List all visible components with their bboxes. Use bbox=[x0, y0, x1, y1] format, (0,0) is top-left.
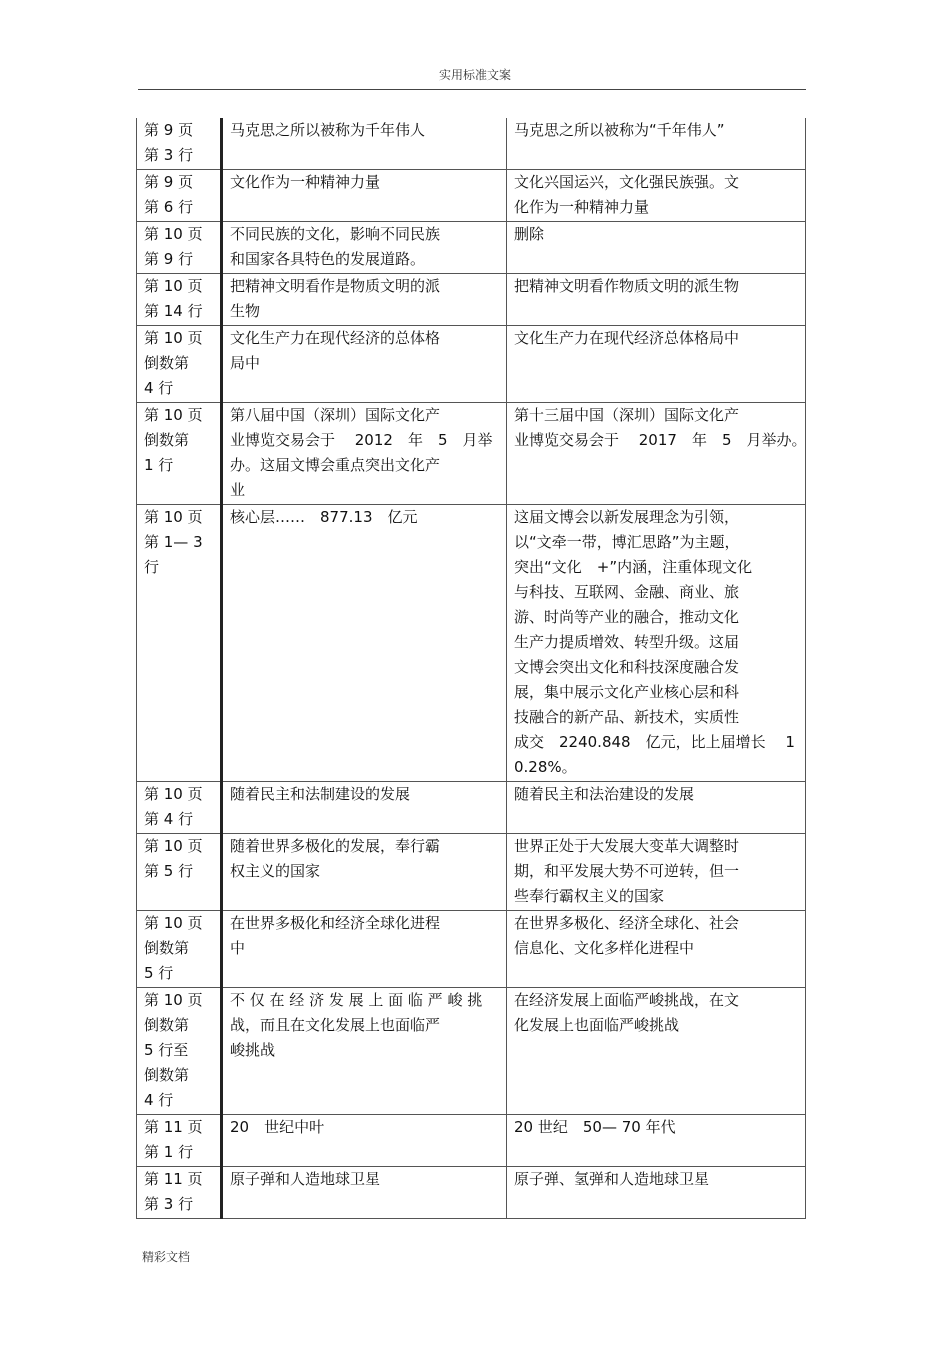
cell-line: 以“文牵一带，博汇思路”为主题， bbox=[514, 533, 740, 551]
cell-line: 4 行 bbox=[144, 1091, 174, 1109]
location-cell bbox=[137, 274, 222, 326]
cell-line: 倒数第 bbox=[144, 354, 190, 372]
cell-line: 第 6 行 bbox=[144, 198, 194, 216]
cell-line: 行 bbox=[144, 558, 160, 576]
cell-line: 权主义的国家 bbox=[230, 862, 321, 880]
location-cell bbox=[137, 222, 222, 274]
cell-line: 和国家各具特色的发展道路。 bbox=[230, 250, 426, 268]
revised-text-cell bbox=[507, 782, 806, 834]
cell-line: 不 仅 在 经 济 发 展 上 面 临 严 峻 挑 bbox=[230, 991, 483, 1009]
cell-line: 20 世纪中叶 bbox=[230, 1118, 325, 1136]
cell-line: 删除 bbox=[514, 225, 545, 243]
cell-line: 20 世纪 50— 70 年代 bbox=[514, 1118, 676, 1136]
cell-line: 倒数第 bbox=[144, 1066, 190, 1084]
original-text-cell bbox=[222, 834, 507, 911]
original-text-cell bbox=[222, 911, 507, 988]
location-cell bbox=[137, 170, 222, 222]
original-text-cell bbox=[222, 782, 507, 834]
cell-line: 期，和平发展大势不可逆转，但一 bbox=[514, 862, 740, 880]
cell-line: 随着民主和法制建设的发展 bbox=[230, 785, 411, 803]
cell-line: 第 10 页 bbox=[144, 914, 203, 932]
cell-line: 第 1— 3 bbox=[144, 533, 203, 551]
cell-line: 0.28%。 bbox=[514, 758, 577, 776]
cell-line: 中 bbox=[230, 939, 246, 957]
revised-text-cell bbox=[507, 274, 806, 326]
cell-line: 第 1 行 bbox=[144, 1143, 194, 1161]
cell-line: 业 bbox=[230, 481, 246, 499]
cell-line: 第 10 页 bbox=[144, 277, 203, 295]
cell-line: 技融合的新产品、新技术，实质性 bbox=[514, 708, 740, 726]
table-row bbox=[137, 326, 806, 403]
table-row bbox=[137, 118, 806, 170]
table-row bbox=[137, 170, 806, 222]
original-text-cell bbox=[222, 326, 507, 403]
location-cell bbox=[137, 1115, 222, 1167]
revised-text-cell bbox=[507, 326, 806, 403]
revised-text-cell bbox=[507, 505, 806, 782]
cell-line: 第 3 行 bbox=[144, 146, 194, 164]
cell-line: 第八届中国（深圳）国际文化产 bbox=[230, 406, 441, 424]
location-cell bbox=[137, 326, 222, 403]
cell-line: 第 10 页 bbox=[144, 785, 203, 803]
revised-text-cell bbox=[507, 834, 806, 911]
cell-line: 马克思之所以被称为千年伟人 bbox=[230, 121, 426, 139]
revised-text-cell bbox=[507, 170, 806, 222]
cell-line: 倒数第 bbox=[144, 1016, 190, 1034]
table-row bbox=[137, 988, 806, 1115]
location-cell bbox=[137, 1167, 222, 1219]
cell-line: 第 10 页 bbox=[144, 329, 203, 347]
revision-table-body bbox=[137, 118, 806, 1219]
cell-line: 文化生产力在现代经济的总体格 bbox=[230, 329, 441, 347]
table-row bbox=[137, 1115, 806, 1167]
cell-line: 第 3 行 bbox=[144, 1195, 194, 1213]
original-text-cell bbox=[222, 170, 507, 222]
cell-line: 第 10 页 bbox=[144, 837, 203, 855]
cell-line: 峻挑战 bbox=[230, 1041, 276, 1059]
cell-line: 第 5 行 bbox=[144, 862, 194, 880]
cell-line: 成交 2240.848 亿元，比上届增长 1 bbox=[514, 733, 795, 751]
cell-line: 不同民族的文化，影响不同民族 bbox=[230, 225, 441, 243]
location-cell bbox=[137, 118, 222, 170]
cell-line: 把精神文明看作是物质文明的派 bbox=[230, 277, 441, 295]
cell-line: 化作为一种精神力量 bbox=[514, 198, 650, 216]
cell-line: 游、时尚等产业的融合，推动文化 bbox=[514, 608, 740, 626]
cell-line: 些奉行霸权主义的国家 bbox=[514, 887, 665, 905]
table-row bbox=[137, 222, 806, 274]
cell-line: 世界正处于大发展大变革大调整时 bbox=[514, 837, 740, 855]
cell-line: 第 9 页 bbox=[144, 121, 194, 139]
cell-line: 原子弹、氢弹和人造地球卫星 bbox=[514, 1170, 710, 1188]
cell-line: 业博览交易会于 2012 年 5 月举 bbox=[230, 431, 493, 449]
original-text-cell bbox=[222, 118, 507, 170]
table-row bbox=[137, 403, 806, 505]
original-text-cell bbox=[222, 403, 507, 505]
page-footer: 精彩文档 bbox=[142, 1250, 191, 1264]
cell-line: 生产力提质增效、转型升级。这届 bbox=[514, 633, 740, 651]
cell-line: 文博会突出文化和科技深度融合发 bbox=[514, 658, 740, 676]
cell-line: 倒数第 bbox=[144, 431, 190, 449]
cell-line: 核心层…… 877.13 亿元 bbox=[230, 508, 418, 526]
original-text-cell bbox=[222, 1115, 507, 1167]
table-row bbox=[137, 782, 806, 834]
cell-line: 化发展上也面临严峻挑战 bbox=[514, 1016, 680, 1034]
original-text-cell bbox=[222, 274, 507, 326]
cell-line: 第 10 页 bbox=[144, 991, 203, 1009]
cell-line: 这届文博会以新发展理念为引领， bbox=[514, 508, 740, 526]
cell-line: 4 行 bbox=[144, 379, 174, 397]
cell-line: 随着民主和法治建设的发展 bbox=[514, 785, 695, 803]
cell-line: 在世界多极化、经济全球化、社会 bbox=[514, 914, 740, 932]
revised-text-cell bbox=[507, 911, 806, 988]
cell-line: 文化生产力在现代经济总体格局中 bbox=[514, 329, 740, 347]
cell-line: 在经济发展上面临严峻挑战，在文 bbox=[514, 991, 740, 1009]
cell-line: 第 4 行 bbox=[144, 810, 194, 828]
original-text-cell bbox=[222, 505, 507, 782]
cell-line: 第 9 行 bbox=[144, 250, 194, 268]
cell-line: 第 11 页 bbox=[144, 1170, 203, 1188]
location-cell bbox=[137, 988, 222, 1115]
location-cell bbox=[137, 911, 222, 988]
cell-line: 与科技、互联网、金融、商业、旅 bbox=[514, 583, 740, 601]
revised-text-cell bbox=[507, 1167, 806, 1219]
cell-line: 办。这届文博会重点突出文化产 bbox=[230, 456, 441, 474]
original-text-cell bbox=[222, 988, 507, 1115]
cell-line: 5 行至 bbox=[144, 1041, 189, 1059]
original-text-cell bbox=[222, 222, 507, 274]
page-header: 实用标准文案 bbox=[438, 68, 511, 82]
cell-line: 马克思之所以被称为“千年伟人” bbox=[514, 121, 725, 139]
cell-line: 突出“文化 +”内涵，注重体现文化 bbox=[514, 558, 753, 576]
cell-line: 第 14 行 bbox=[144, 302, 203, 320]
revision-table bbox=[136, 118, 806, 1219]
table-row bbox=[137, 1167, 806, 1219]
header-rule bbox=[138, 89, 806, 90]
cell-line: 战，而且在文化发展上也面临严 bbox=[230, 1016, 441, 1034]
cell-line: 业博览交易会于 2017 年 5 月举办。 bbox=[514, 431, 807, 449]
cell-line: 文化兴国运兴，文化强民族强。文 bbox=[514, 173, 740, 191]
cell-line: 信息化、文化多样化进程中 bbox=[514, 939, 695, 957]
location-cell bbox=[137, 834, 222, 911]
cell-line: 第十三届中国（深圳）国际文化产 bbox=[514, 406, 740, 424]
cell-line: 在世界多极化和经济全球化进程 bbox=[230, 914, 441, 932]
location-cell bbox=[137, 403, 222, 505]
cell-line: 第 10 页 bbox=[144, 225, 203, 243]
cell-line: 第 9 页 bbox=[144, 173, 194, 191]
cell-line: 局中 bbox=[230, 354, 261, 372]
table-row bbox=[137, 505, 806, 782]
table-row bbox=[137, 834, 806, 911]
location-cell bbox=[137, 505, 222, 782]
table-row bbox=[137, 274, 806, 326]
cell-line: 5 行 bbox=[144, 964, 174, 982]
revised-text-cell bbox=[507, 1115, 806, 1167]
cell-line: 第 10 页 bbox=[144, 508, 203, 526]
table-row bbox=[137, 911, 806, 988]
revised-text-cell bbox=[507, 988, 806, 1115]
cell-line: 展，集中展示文化产业核心层和科 bbox=[514, 683, 740, 701]
cell-line: 第 10 页 bbox=[144, 406, 203, 424]
location-cell bbox=[137, 782, 222, 834]
cell-line: 倒数第 bbox=[144, 939, 190, 957]
cell-line: 第 11 页 bbox=[144, 1118, 203, 1136]
revised-text-cell bbox=[507, 222, 806, 274]
cell-line: 文化作为一种精神力量 bbox=[230, 173, 381, 191]
cell-line: 随着世界多极化的发展，奉行霸 bbox=[230, 837, 441, 855]
cell-line: 原子弹和人造地球卫星 bbox=[230, 1170, 381, 1188]
cell-line: 生物 bbox=[230, 302, 261, 320]
cell-line: 1 行 bbox=[144, 456, 174, 474]
revised-text-cell bbox=[507, 403, 806, 505]
original-text-cell bbox=[222, 1167, 507, 1219]
revised-text-cell bbox=[507, 118, 806, 170]
cell-line: 把精神文明看作物质文明的派生物 bbox=[514, 277, 740, 295]
